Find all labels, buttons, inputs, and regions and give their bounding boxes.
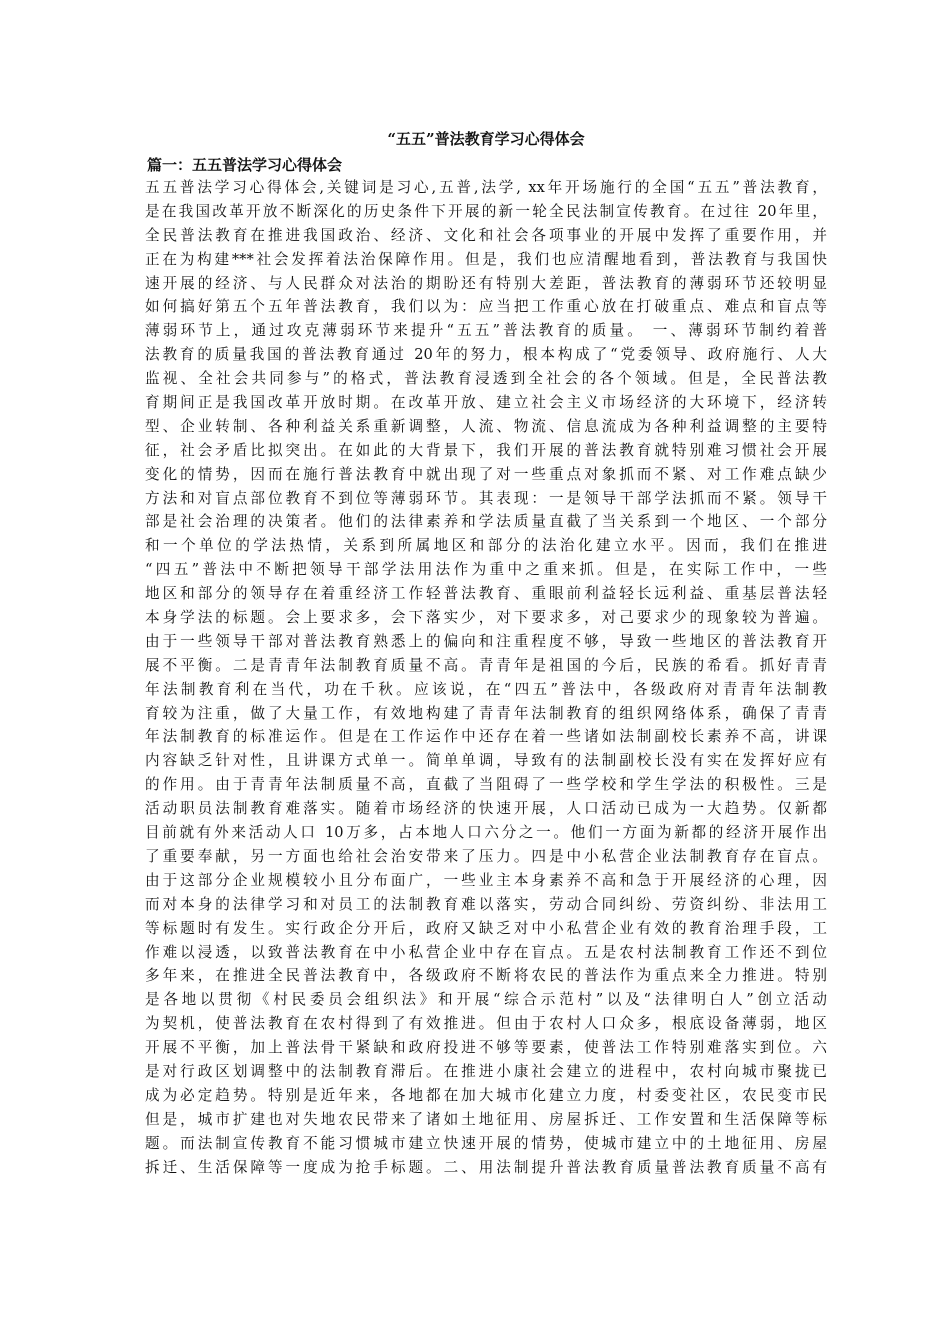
body-line: 正在为构建***社会发挥着法治保障作用。但是，我们也应清醒地看到，普法教育与我国快 (145, 250, 827, 268)
body-line: 变化的情势，因而在施行普法教育中就出现了对一些重点对象抓而不紧、对工作难点缺少 (145, 465, 827, 483)
body-line: 活动职员法制教育难落实。随着市场经济的快速开展，人口活动已成为一大趋势。仅新都 (145, 800, 827, 818)
body-text (145, 176, 827, 1179)
body-line: 全民普法教育在推进我国政治、经济、文化和社会各项事业的开展中发挥了重要作用，并 (145, 226, 827, 244)
document-title: “五五”普法教育学习心得体会 (387, 130, 585, 148)
body-line: 拆迁、生活保障等一度成为抢手标题。二、用法制提升普法教育质量普法教育质量不高有 (145, 1158, 827, 1176)
body-line: 开展不平衡，加上普法骨干紧缺和政府投进不够等要素，使普法工作特别难落实到位。六 (145, 1039, 827, 1057)
body-line: 是对行政区划调整中的法制教育滞后。在推进小康社会建立的进程中，农村向城市聚拢已 (145, 1062, 827, 1080)
body-line: 育期间正是我国改革开放时期。在改革开放、建立社会主义市场经济的大环境下，经济转 (145, 394, 827, 412)
body-line: 速开展的经济、与人民群众对法治的期盼还有特别大差距，普法教育的薄弱环节还较明显 (145, 274, 827, 292)
body-line: 由于一些领导干部对普法教育熟悉上的偏向和注重程度不够，导致一些地区的普法教育开 (145, 632, 827, 650)
section-heading: 篇一：五五普法学习心得体会 (147, 156, 343, 174)
document-page (145, 128, 827, 1179)
body-line: 的作用。由于青青年法制质量不高，直截了当阻碍了一些学校和学生学法的积极性。三是 (145, 776, 827, 794)
body-line: 为契机，使普法教育在农村得到了有效推进。但由于农村人口众多，根底设备薄弱，地区 (145, 1015, 827, 1033)
body-line: 由于这部分企业规模较小且分布面广，一些业主本身素养不高和急于开展经济的心理，因 (145, 871, 827, 889)
body-line: 部是社会治理的决策者。他们的法律素养和学法质量直截了当关系到一个地区、一个部分 (145, 513, 827, 531)
body-line: 成为必定趋势。特别是近年来，各地都在加大城市化建立力度，村委变社区，农民变市民 (145, 1086, 827, 1104)
body-line: 题。而法制宣传教育不能习惯城市建立快速开展的情势，使城市建立中的土地征用、房屋 (145, 1134, 827, 1152)
body-line: 监视、全社会共同参与”的格式，普法教育浸透到全社会的各个领域。但是，全民普法教 (145, 370, 827, 388)
body-line: 育较为注重，做了大量工作，有效地构建了青青年法制教育的组织网络体系，确保了青青 (145, 704, 827, 722)
body-line: 地区和部分的领导存在着重经济工作轻普法教育、重眼前利益轻长远利益、重基层普法轻 (145, 585, 827, 603)
body-line: 年法制教育的标准运作。但是在工作运作中还存在着一些诸如法制副校长素养不高，讲课 (145, 728, 827, 746)
body-line: 法教育的质量我国的普法教育通过 20年的努力，根本构成了“党委领导、政府施行、人大 (145, 346, 827, 364)
body-line: 是各地以贯彻《村民委员会组织法》和开展“综合示范村”以及“法律明白人”创立活动 (145, 991, 827, 1009)
body-line: 内容缺乏针对性，且讲课方式单一。简单单调，导致有的法制副校长没有实在发挥好应有 (145, 752, 827, 770)
body-line: 本身学法的标题。会上要求多，会下落实少，对下要求多，对己要求少的现象较为普遍。 (145, 609, 827, 627)
body-line: 是在我国改革开放不断深化的历史条件下开展的新一轮全民法制宣传教育。在过往 20年里， (145, 202, 827, 220)
body-line: 等标题时有发生。实行政企分开后，政府又缺乏对中小私营企业有效的教育治理手段，工 (145, 919, 827, 937)
body-line: 但是，城市扩建也对失地农民带来了诸如土地征用、房屋拆迁、工作安置和生活保障等标 (145, 1110, 827, 1128)
body-line: 年法制教育利在当代，功在千秋。应该说，在“四五”普法中，各级政府对青青年法制教 (145, 680, 827, 698)
body-line: 薄弱环节上，通过攻克薄弱环节来提升“五五”普法教育的质量。 一、薄弱环节制约着普 (145, 322, 827, 340)
body-line: 作难以浸透，以致普法教育在中小私营企业中存在盲点。五是农村法制教育工作还不到位 (145, 943, 827, 961)
body-line: 而对本身的法律学习和对员工的法制教育难以落实，劳动合同纠纷、劳资纠纷、非法用工 (145, 895, 827, 913)
body-line: 如何搞好第五个五年普法教育，我们以为：应当把工作重心放在打破重点、难点和盲点等 (145, 298, 827, 316)
body-line: 和一个单位的学法热情，关系到所属地区和部分的法治化建立水平。因而，我们在推进 (145, 537, 827, 555)
body-line: 多年来，在推进全民普法教育中，各级政府不断将农民的普法作为重点来全力推进。特别 (145, 967, 827, 985)
body-line: 方法和对盲点部位教育不到位等薄弱环节。其表现：一是领导干部学法抓而不紧。领导干 (145, 489, 827, 507)
body-line: 了重要奉献，另一方面也给社会治安带来了压力。四是中小私营企业法制教育存在盲点。 (145, 847, 827, 865)
body-line: 五五普法学习心得体会,关键词是习心,五普,法学, xx年开场施行的全国“五五”普法教育， (145, 179, 827, 196)
body-line: 展不平衡。二是青青年法制教育质量不高。青青年是祖国的今后，民族的希看。抓好青青 (145, 656, 827, 674)
body-line: 征，社会矛盾比拟突出。在如此的大背景下，我们开展的普法教育就特别难习惯社会开展 (145, 441, 827, 459)
body-line: 型、企业转制、各种利益关系重新调整，人流、物流、信息流成为各种利益调整的主要特 (145, 417, 827, 435)
body-line: “四五”普法中不断把领导干部学法用法作为重中之重来抓。但是，在实际工作中，一些 (145, 561, 827, 579)
body-line: 目前就有外来活动人口 10万多，占本地人口六分之一。他们一方面为新都的经济开展作出 (145, 824, 827, 842)
